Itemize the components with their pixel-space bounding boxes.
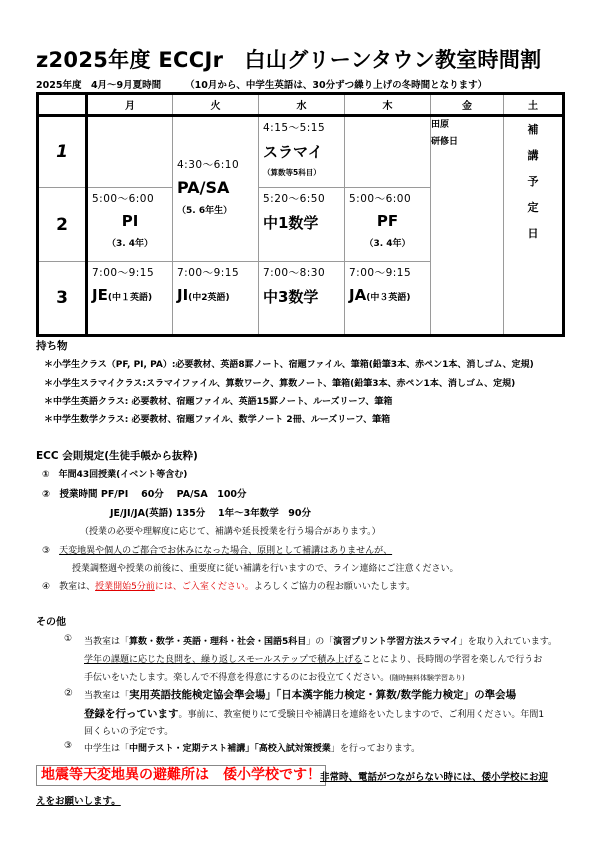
sat-char: 定 (527, 201, 539, 214)
other-1-line2 (84, 652, 542, 665)
period-1: 1 (38, 116, 87, 188)
sat-char: 予 (527, 175, 539, 188)
bold-text: 登録を行っています (84, 708, 179, 720)
belongings-item: ＊小学生クラス（PF, PI, PA）:必要教材、英語8罫ノート、宿題ファイル、筆箱(鉛筆3本、赤ペン1本、消しゴム、定規) (44, 360, 534, 370)
rule-2-note: （授業の必要や理解度に応じて、補講や延長授業を行う場合があります。） (80, 527, 381, 537)
text: 当教室は「 (84, 637, 130, 647)
belongings-item: ＊中学生英語クラス: 必要教材、宿題ファイル、英語15罫ノート、ルーズリーフ、筆箱 (44, 397, 393, 407)
text: 」の「 (306, 637, 334, 647)
cell-thu-2 (345, 188, 431, 262)
header-sat: 土 (504, 94, 564, 116)
class-grade: (中３英語) (366, 293, 411, 303)
trial-note: (随時無料体験学習あり) (389, 674, 465, 682)
cell-mon-1 (87, 116, 173, 188)
cell-thu-3 (345, 262, 431, 336)
class-grade: （3. 4年） (364, 239, 411, 249)
winter-note: （10月から、中学生英語は、30分ずつ繰り上げの冬時間となります） (185, 80, 488, 91)
class-time: 4:30～6:10 (177, 159, 240, 171)
class-subjects: （算数等5科目） (263, 168, 321, 177)
other-2-number: ② (64, 688, 73, 699)
class-time: 5:00～6:00 (92, 193, 155, 205)
rule-1: ① 年間43回授業(イベント等含む) (42, 470, 188, 480)
sat-char: 日 (527, 227, 539, 240)
header-fri: 金 (431, 94, 504, 116)
class-name (173, 280, 258, 304)
class-time: 7:00～9:15 (92, 267, 155, 279)
header-mon: 月 (87, 94, 173, 116)
class-name (345, 280, 430, 304)
cell-sat (504, 116, 564, 336)
cell-tue-3 (173, 262, 259, 336)
timetable-header-row (38, 94, 564, 116)
header-wed: 水 (259, 94, 345, 116)
class-grade: (中１英語) (107, 293, 153, 303)
sat-char: 補 (527, 123, 539, 136)
bold-text: 実用英語技能検定協会準会場」「日本漢字能力検定・算数/数学能力検定」の準会場 (129, 689, 517, 701)
belongings-heading: 持ち物 (36, 340, 68, 352)
cell-tue-1 (173, 116, 259, 262)
class-grade: （5. 6年生） (177, 206, 233, 216)
other-2-line3: 回くらいの予定です。 (84, 727, 174, 737)
cell-mon-3 (87, 262, 173, 336)
cell-fri (431, 116, 504, 336)
belongings-item: ＊小学生スラマイクラス:スラマイファイル、算数ワーク、算数ノート、筆箱(鉛筆3本、赤ペン1本、消しゴム、定規) (44, 379, 516, 389)
rule-4-highlight: 授業開始5分前 (95, 582, 155, 592)
class-name: PI (121, 212, 139, 230)
class-code: JA (349, 286, 367, 304)
cell-wed-1 (259, 116, 345, 188)
other-1 (84, 634, 557, 647)
rule-3-cont: 授業調整週や授業の前後に、重要度に従い補講を行いますので、ライン連絡にご注意ください。 (72, 564, 459, 574)
rule-4-pre: ④ 教室は、 (42, 582, 96, 592)
header-corner (38, 94, 87, 116)
underlined-text: 学年の課題に応じた良問を、繰り返しスモールステップで積み上げる (84, 655, 363, 665)
class-name: 中3数学 (263, 288, 319, 306)
class-grade: (中2英語) (188, 293, 230, 303)
rule-4-red: には、ご入室ください。 (154, 582, 254, 592)
other-3-number: ③ (64, 741, 73, 751)
class-name: PF (376, 212, 399, 230)
rules-heading: ECC 会則規定(生徒手帳から抜粋) (36, 450, 198, 462)
emergency-notice-line2: えをお願いします。 (36, 796, 121, 807)
text: 手伝いをいたします。楽しんで不得意を得意にするのにお役立てください。 (84, 673, 390, 683)
teacher-name: 田原 (431, 120, 450, 130)
bold-text: 算数・数学・英語・理科・社会・国語5科目 (129, 637, 307, 647)
cell-mon-2 (87, 188, 173, 262)
other-3 (84, 741, 420, 754)
cell-thu-1 (345, 116, 431, 188)
schedule-period (36, 77, 487, 91)
class-code: JI (177, 286, 189, 304)
class-time: 7:00～9:15 (177, 267, 240, 279)
class-code: JE (92, 286, 108, 304)
rule-number: ③ (42, 546, 60, 556)
other-2-line2 (84, 706, 544, 721)
period-2: 2 (38, 188, 87, 262)
rule-2-cont: JE/JI/JA(英語) 135分 1年～3年数学 90分 (110, 508, 311, 519)
cell-wed-2 (259, 188, 345, 262)
text: 当教室は「 (84, 691, 130, 701)
summer-period: 2025年度 4月～9月夏時間 (36, 80, 162, 91)
class-name: スラマイ (263, 143, 323, 161)
belongings-item: ＊中学生数学クラス: 必要教材、宿題ファイル、数学ノート 2冊、ルーズリーフ、筆箱 (44, 415, 391, 425)
text: 」を行っております。 (330, 744, 421, 754)
class-name: PA/SA (177, 178, 230, 197)
cell-wed-3 (259, 262, 345, 336)
evacuation-notice: 地震等天変地異の避難所は 倭小学校です！ (36, 765, 326, 786)
bold-text: 中間テスト・定期テスト補講」「高校入試対策授業 (129, 744, 331, 754)
rule-3-text: 天変地異や個人のご都合でお休みになった場合、原則として補講はありませんが、 (59, 546, 393, 556)
rule-3 (42, 543, 392, 556)
emergency-notice-line1: 非常時、電話がつながらない時には、倭小学校にお迎 (320, 772, 549, 783)
timetable (36, 92, 565, 337)
text: 。事前に、教室便りにて受験日や補講日を連絡をいたしますので、ご利用ください。年間1 (178, 710, 545, 720)
page-title: z2025年度 ECCJr 白山グリーンタウン教室時間割 (36, 48, 542, 72)
class-time: 4:15～5:15 (263, 122, 326, 134)
class-time: 5:00～6:00 (349, 193, 412, 205)
class-name (88, 280, 172, 304)
rule-4-post: よろしくご協力の程お願いいたします。 (253, 582, 416, 592)
header-tue: 火 (173, 94, 259, 116)
text: 」を取り入れています。 (458, 637, 558, 647)
bold-text: 演習プリント学習方法スラマイ (333, 637, 459, 647)
other-1-number: ① (64, 634, 73, 644)
text: ことにより、長時間の学習を楽しんで行うお (362, 655, 543, 665)
rule-2: ② 授業時間 PF/PI 60分 PA/SA 100分 (42, 489, 247, 500)
class-time: 5:20～6:50 (263, 193, 326, 205)
other-1-line3 (84, 670, 465, 683)
sat-char: 講 (527, 149, 539, 162)
period-3: 3 (38, 262, 87, 336)
header-thu: 木 (345, 94, 431, 116)
text: 中学生は「 (84, 744, 130, 754)
other-2 (84, 687, 516, 702)
other-heading: その他 (36, 617, 66, 628)
class-grade: （3. 4年） (106, 239, 154, 249)
rule-4 (42, 579, 415, 592)
class-time: 7:00～9:15 (349, 267, 412, 279)
training-day: 研修日 (431, 137, 459, 147)
class-name: 中1数学 (263, 214, 319, 232)
class-time: 7:00～8:30 (263, 267, 326, 279)
